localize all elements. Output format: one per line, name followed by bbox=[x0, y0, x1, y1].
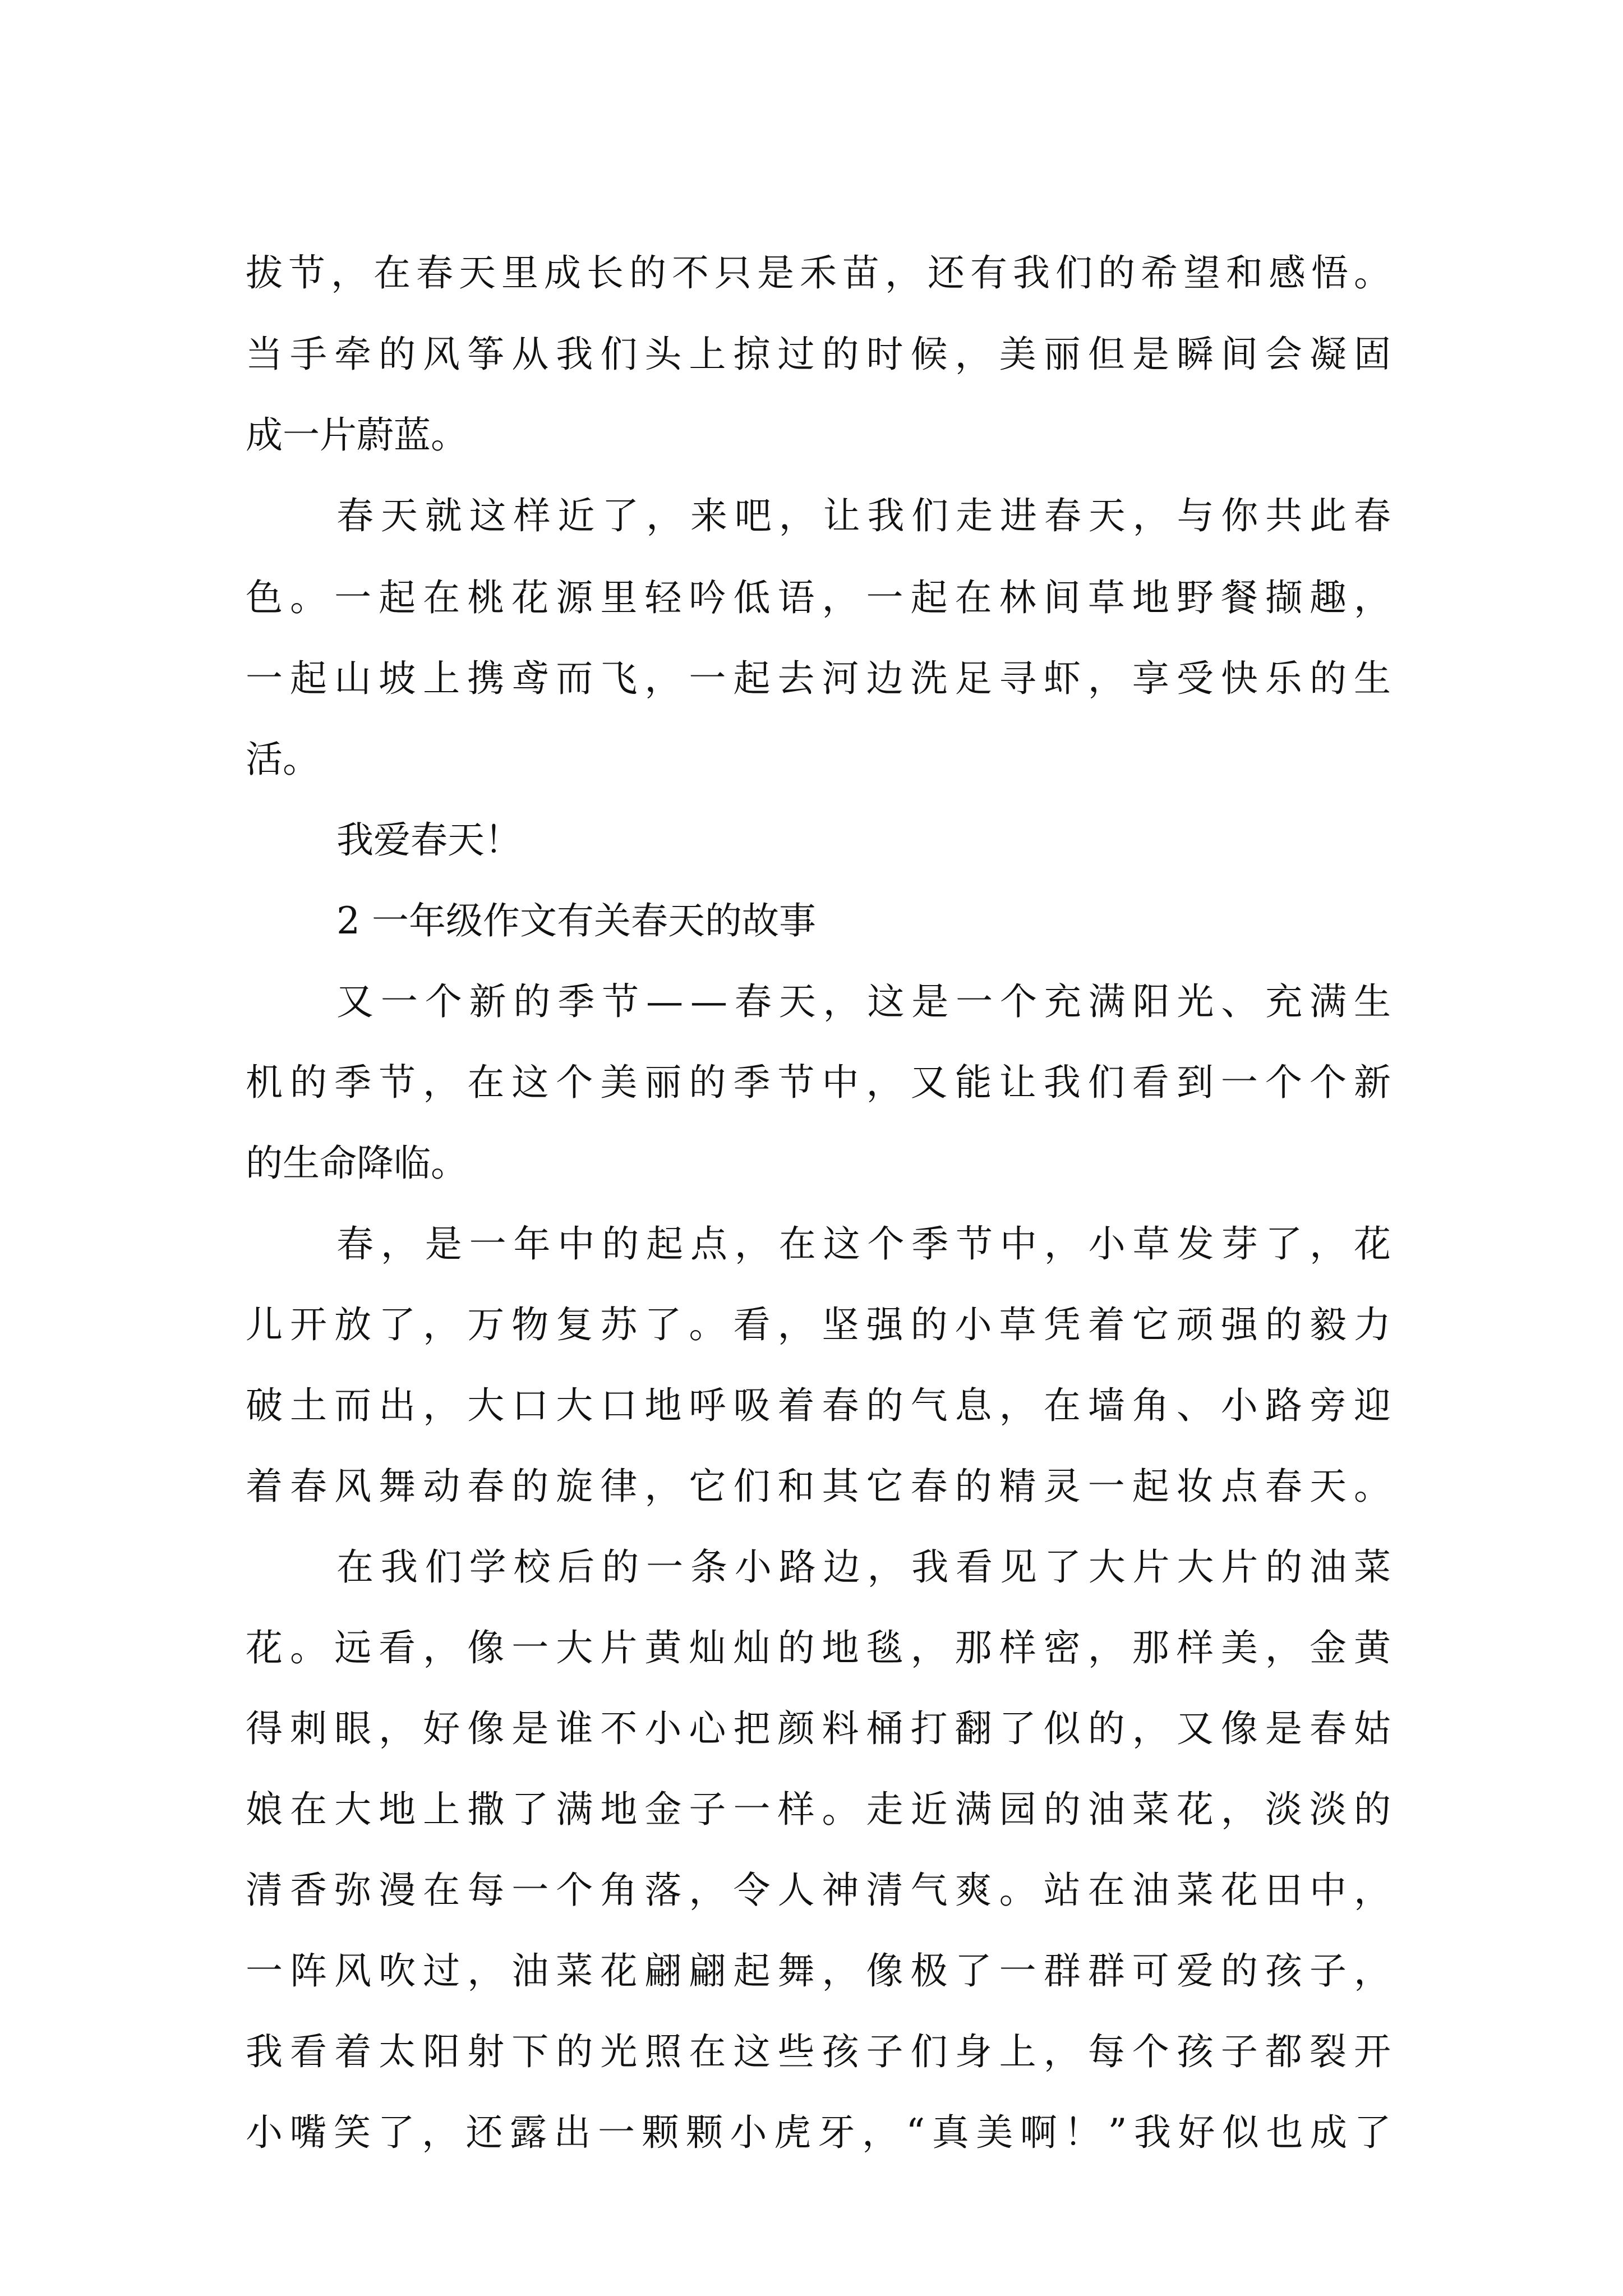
text-line: 破土而出，大口大口地呼吸着春的气息，在墙角、小路旁迎 bbox=[246, 1384, 1399, 1427]
text-line: 小嘴笑了，还露出一颗颗小虎牙，“真美啊！”我好似也成了 bbox=[246, 2111, 1398, 2154]
text-line: 又一个新的季节——春天，这是一个充满阳光、充满生 bbox=[336, 980, 1398, 1023]
text-line: 春天就这样近了，来吧，让我们走进春天，与你共此春 bbox=[336, 494, 1398, 537]
text-line: 花。远看，像一大片黄灿灿的地毯，那样密，那样美，金黄 bbox=[246, 1626, 1399, 1669]
text-line: 一阵风吹过，油菜花翩翩起舞，像极了一群群可爱的孩子， bbox=[246, 1949, 1399, 1993]
text-line: 娘在大地上撒了满地金子一样。走近满园的油菜花，淡淡的 bbox=[246, 1788, 1399, 1831]
text-line: 色。一起在桃花源里轻吟低语，一起在林间草地野餐撷趣， bbox=[246, 576, 1399, 619]
text-line: 我爱春天！ bbox=[336, 818, 522, 862]
text-line: 得刺眼，好像是谁不小心把颜料桶打翻了似的，又像是春姑 bbox=[246, 1707, 1399, 1750]
text-line: 在我们学校后的一条小路边，我看见了大片大片的油菜 bbox=[336, 1545, 1398, 1589]
text-line: 一起山坡上携鸢而飞，一起去河边洗足寻虾，享受快乐的生 bbox=[246, 657, 1399, 700]
text-line: 着春风舞动春的旋律，它们和其它春的精灵一起妆点春天。 bbox=[246, 1465, 1399, 1508]
text-line: 我看着太阳射下的光照在这些孩子们身上，每个孩子都裂开 bbox=[246, 2030, 1399, 2073]
section-heading: 2 一年级作文有关春天的故事 bbox=[336, 899, 816, 942]
text-line: 成一片蔚蓝。 bbox=[246, 413, 468, 457]
text-line: 拔节，在春天里成长的不只是禾苗，还有我们的希望和感悟。 bbox=[246, 251, 1396, 295]
text-line: 活。 bbox=[246, 738, 320, 781]
text-line: 的生命降临。 bbox=[246, 1142, 468, 1185]
text-line: 清香弥漫在每一个角落，令人神清气爽。站在油菜花田中， bbox=[246, 1869, 1399, 1912]
text-line: 机的季节，在这个美丽的季节中，又能让我们看到一个个新 bbox=[246, 1061, 1399, 1104]
text-line: 当手牵的风筝从我们头上掠过的时候，美丽但是瞬间会凝固 bbox=[246, 333, 1399, 376]
text-line: 春，是一年中的起点，在这个季节中，小草发芽了，花 bbox=[336, 1222, 1398, 1266]
text-line: 儿开放了，万物复苏了。看，坚强的小草凭着它顽强的毅力 bbox=[246, 1303, 1399, 1346]
